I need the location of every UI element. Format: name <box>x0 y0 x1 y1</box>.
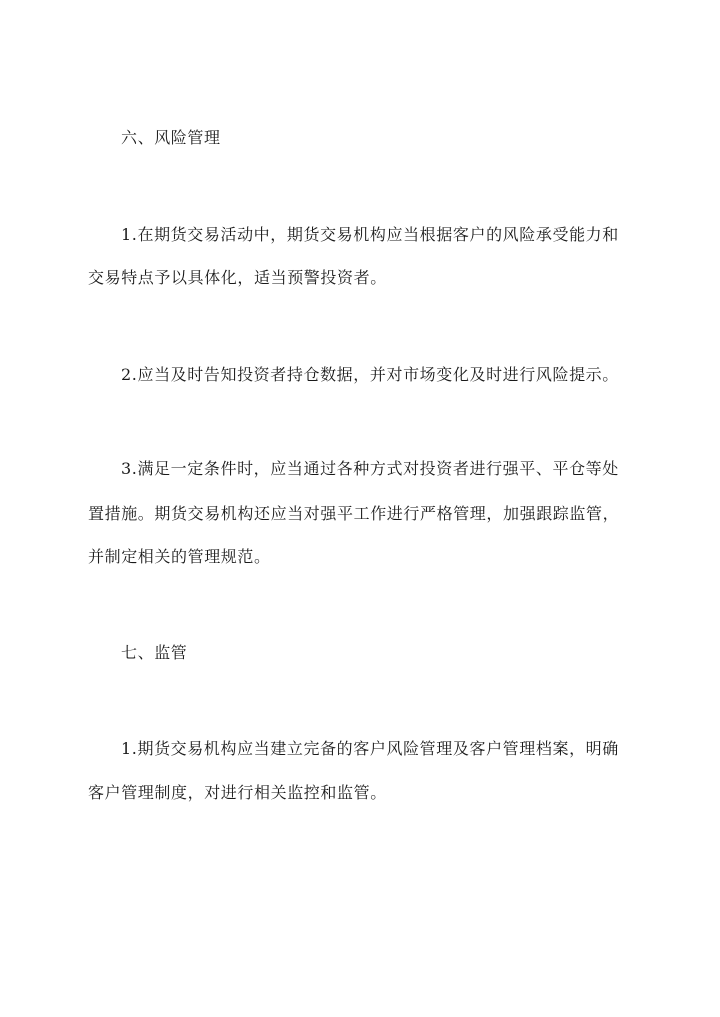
paragraph-line: 3.满足一定条件时，应当通过各种方式对投资者进行强平、平仓等处 <box>121 459 619 478</box>
section-heading-supervision: 七、监管 <box>121 643 188 662</box>
paragraph-line: 并制定相关的管理规范。 <box>88 547 271 566</box>
paragraph-line: 2.应当及时告知投资者持仓数据，并对市场变化及时进行风险提示。 <box>121 365 619 384</box>
paragraph-line: 1.期货交易机构应当建立完备的客户风险管理及客户管理档案，明确 <box>121 739 619 758</box>
paragraph-line: 交易特点予以具体化，适当预警投资者。 <box>88 268 387 287</box>
paragraph-line: 客户管理制度，对进行相关监控和监管。 <box>88 783 387 802</box>
paragraph-line: 置措施。期货交易机构还应当对强平工作进行严格管理，加强跟踪监管， <box>88 504 620 523</box>
paragraph-line: 1.在期货交易活动中，期货交易机构应当根据客户的风险承受能力和 <box>121 225 619 244</box>
section-heading-risk-management: 六、风险管理 <box>121 128 221 147</box>
